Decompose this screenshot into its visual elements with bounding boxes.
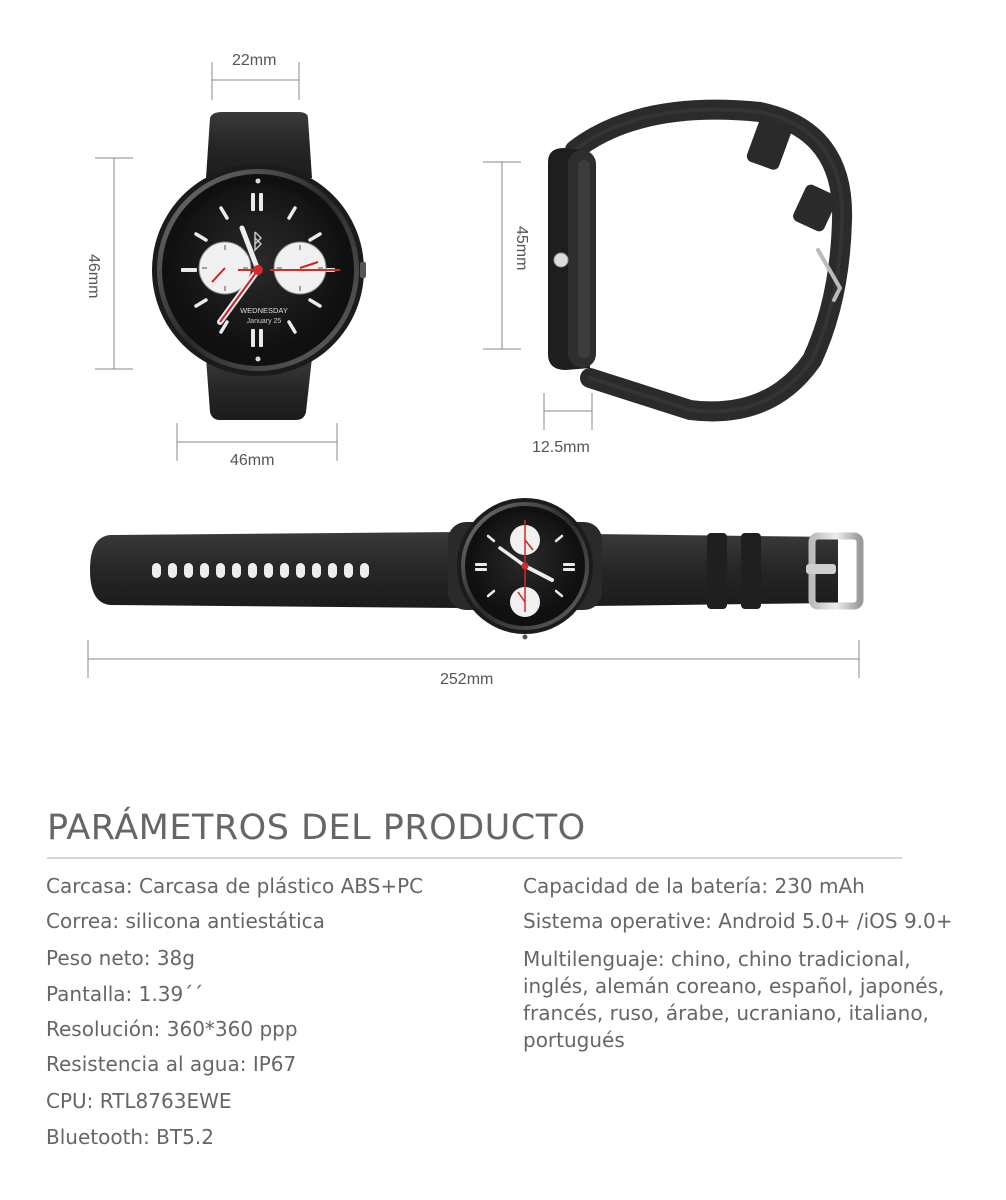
spec-bateria: Capacidad de la batería: 230 mAh bbox=[523, 874, 865, 898]
spec-cpu: CPU: RTL8763EWE bbox=[46, 1089, 232, 1113]
spec-correa: Correa: silicona antiestática bbox=[46, 909, 325, 933]
spec-sistema: Sistema operative: Android 5.0+ /iOS 9.0+ bbox=[523, 909, 953, 933]
side-view-watch bbox=[548, 110, 842, 412]
front-view-watch bbox=[152, 112, 366, 420]
spec-bluetooth: Bluetooth: BT5.2 bbox=[46, 1125, 214, 1149]
section-title: PARÁMETROS DEL PRODUCTO bbox=[47, 808, 586, 848]
watch-date-text: January 25 bbox=[246, 318, 282, 325]
dimension-front-width: 22mm bbox=[232, 52, 277, 69]
spec-peso: Peso neto: 38g bbox=[46, 946, 195, 970]
spec-multilenguaje: Multilenguaje: chino, chino tradicional, inglés, alemán coreano, español, japonés, francés, ruso, árabe, ucraniano, italiano, portugués bbox=[523, 947, 945, 1052]
dimension-side-height: 45mm bbox=[513, 226, 530, 271]
spec-resistencia: Resistencia al agua: IP67 bbox=[46, 1052, 297, 1076]
title-divider bbox=[47, 857, 902, 859]
dimension-total-length: 252mm bbox=[440, 671, 494, 688]
dimension-front-height: 46mm bbox=[85, 254, 102, 299]
dimension-side-thickness: 12.5mm bbox=[532, 439, 590, 456]
dimension-front-case: 46mm bbox=[230, 452, 275, 469]
full-length-watch bbox=[90, 498, 860, 640]
spec-resolucion: Resolución: 360*360 ppp bbox=[46, 1017, 298, 1041]
watch-day-text: WEDNESDAY bbox=[240, 306, 288, 315]
spec-pantalla: Pantalla: 1.39´´ bbox=[46, 982, 204, 1006]
spec-carcasa: Carcasa: Carcasa de plástico ABS+PC bbox=[46, 874, 424, 898]
